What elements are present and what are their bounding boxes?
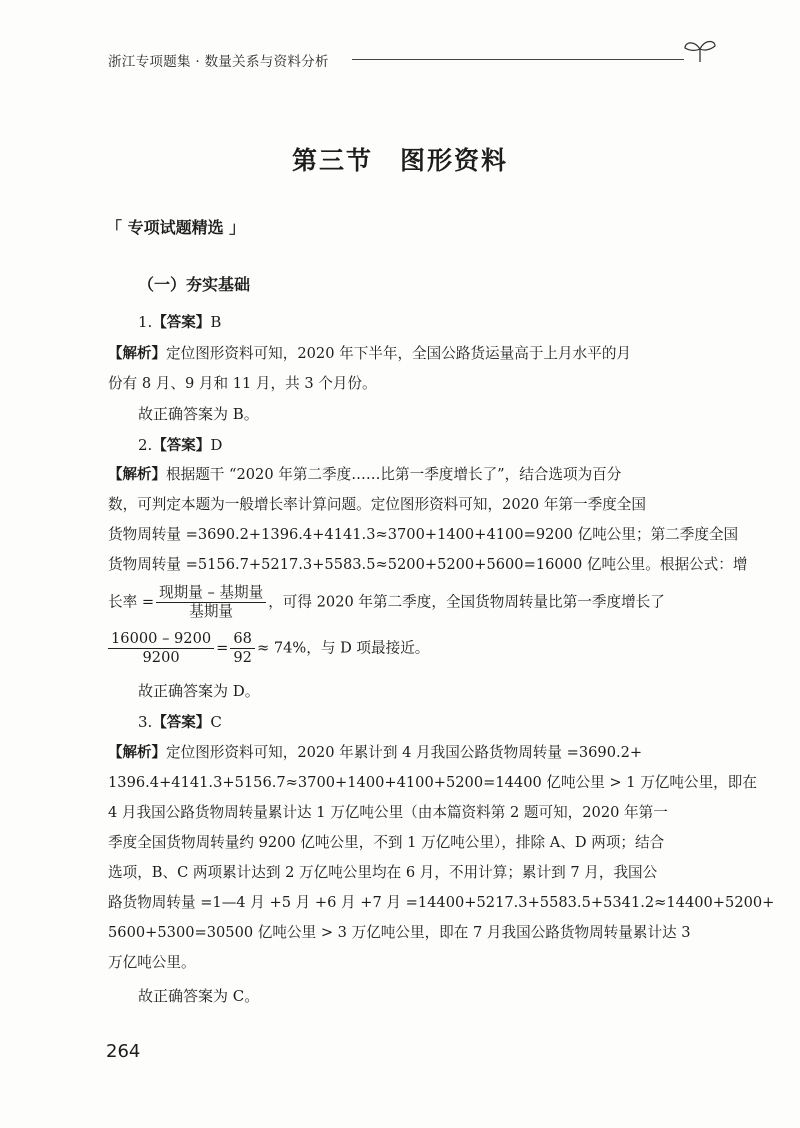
q3-analysis bbox=[108, 738, 775, 978]
q1-number: 1. bbox=[138, 313, 153, 331]
q2-answer: D bbox=[210, 436, 223, 454]
formula-suffix: ，可得 2020 年第二季度，全国货物周转量比第一季度增长了 bbox=[268, 593, 665, 611]
bracket-heading: 「 专项试题精选 」 bbox=[106, 218, 246, 237]
fraction-numerator: 68 bbox=[230, 630, 255, 649]
q1-analysis-line: 定位图形资料可知，2020 年下半年，全国公路货运量高于上月水平的月 bbox=[166, 345, 632, 362]
q3-answer-line bbox=[138, 711, 222, 732]
analysis-label: 【解析】 bbox=[108, 745, 166, 761]
q2-conclusion: 故正确答案为 D。 bbox=[138, 682, 260, 700]
formula-prefix: 长率 = bbox=[108, 593, 155, 611]
q3-analysis-line: 路货物周转量 =1—4 月 +5 月 +6 月 +7 月 =14400+5217.3+5583.5+5341.2≈14400+5200+ bbox=[108, 894, 775, 911]
q3-analysis-line: 5600+5300=30500 亿吨公里 > 3 万亿吨公里，即在 7 月我国公路货物周转量累计达 3 bbox=[108, 924, 691, 941]
q2-analysis bbox=[108, 460, 748, 580]
q2-formula-line bbox=[108, 584, 690, 621]
sprout-icon bbox=[682, 36, 718, 64]
q3-conclusion: 故正确答案为 C。 bbox=[138, 987, 260, 1005]
subsection-heading: （一）夯实基础 bbox=[138, 275, 251, 294]
growth-rate-fraction bbox=[156, 584, 266, 621]
q3-answer: C bbox=[210, 713, 222, 731]
q2-analysis-line: 货物周转量 =3690.2+1396.4+4141.3≈3700+1400+4100=9200 亿吨公里；第二季度全国 bbox=[108, 526, 739, 543]
calc-fraction bbox=[230, 630, 255, 667]
answer-label: 【答案】 bbox=[152, 315, 211, 331]
fraction-denominator: 92 bbox=[233, 649, 252, 666]
q3-analysis-line: 1396.4+4141.3+5156.7≈3700+1400+4100+5200=14400 亿吨公里 > 1 万亿吨公里，即在 bbox=[108, 774, 757, 791]
q1-conclusion: 故正确答案为 B。 bbox=[138, 405, 259, 423]
fraction-numerator: 16000 – 9200 bbox=[108, 630, 214, 649]
running-header-title: 浙江专项题集 · 数量关系与资料分析 bbox=[108, 54, 329, 70]
fraction-denominator: 9200 bbox=[142, 649, 180, 666]
q2-analysis-line: 根据题干 “2020 年第二季度……比第一季度增长了”，结合选项为百分 bbox=[166, 466, 622, 483]
analysis-label: 【解析】 bbox=[108, 467, 166, 483]
q2-calc-line: $\frac{16000 - 9200}{9200}$ = $\frac{68}{92}$ ≈ 74%，与 D 项最接近。 bbox=[108, 630, 690, 667]
calc-fraction bbox=[108, 630, 214, 667]
q3-analysis-line: 选项，B、C 两项累计达到 2 万亿吨公里均在 6 月，不用计算；累计到 7 月，我国公 bbox=[108, 864, 658, 881]
fraction-denominator: 基期量 bbox=[189, 603, 234, 620]
q3-analysis-line: 季度全国货物周转量约 9200 亿吨公里，不到 1 万亿吨公里），排除 A、D 两项；结合 bbox=[108, 834, 665, 851]
q1-answer-line bbox=[138, 311, 221, 332]
calc-suffix: ≈ 74%，与 D 项最接近。 bbox=[256, 639, 430, 657]
q2-analysis-line: 货物周转量 =5156.7+5217.3+5583.5≈5200+5200+5600=16000 亿吨公里。根据公式：增 bbox=[108, 556, 748, 573]
q2-analysis-line: 数，可判定本题为一般增长率计算问题。定位图形资料可知，2020 年第一季度全国 bbox=[108, 496, 646, 513]
q1-answer: B bbox=[210, 313, 222, 331]
page-number: 264 bbox=[106, 1041, 141, 1062]
q2-answer-line bbox=[138, 434, 222, 455]
q3-analysis-line: 4 月我国公路货物周转量累计达 1 万亿吨公里（由本篇资料第 2 题可知，2020 年第一 bbox=[108, 804, 668, 821]
q3-number: 3. bbox=[138, 713, 153, 731]
section-title: 第三节 图形资料 bbox=[291, 146, 508, 175]
q1-analysis-line: 份有 8 月、9 月和 11 月，共 3 个月份。 bbox=[108, 375, 377, 392]
q2-number: 2. bbox=[138, 436, 153, 454]
answer-label: 【答案】 bbox=[152, 438, 211, 454]
q1-analysis bbox=[108, 339, 690, 399]
header-rule bbox=[352, 59, 684, 60]
answer-label: 【答案】 bbox=[152, 715, 211, 731]
q3-analysis-line: 万亿吨公里。 bbox=[108, 954, 196, 971]
fraction-numerator: 现期量 – 基期量 bbox=[156, 584, 266, 603]
analysis-label: 【解析】 bbox=[108, 346, 166, 362]
q3-analysis-line: 定位图形资料可知，2020 年累计到 4 月我国公路货物周转量 =3690.2+ bbox=[166, 744, 643, 761]
